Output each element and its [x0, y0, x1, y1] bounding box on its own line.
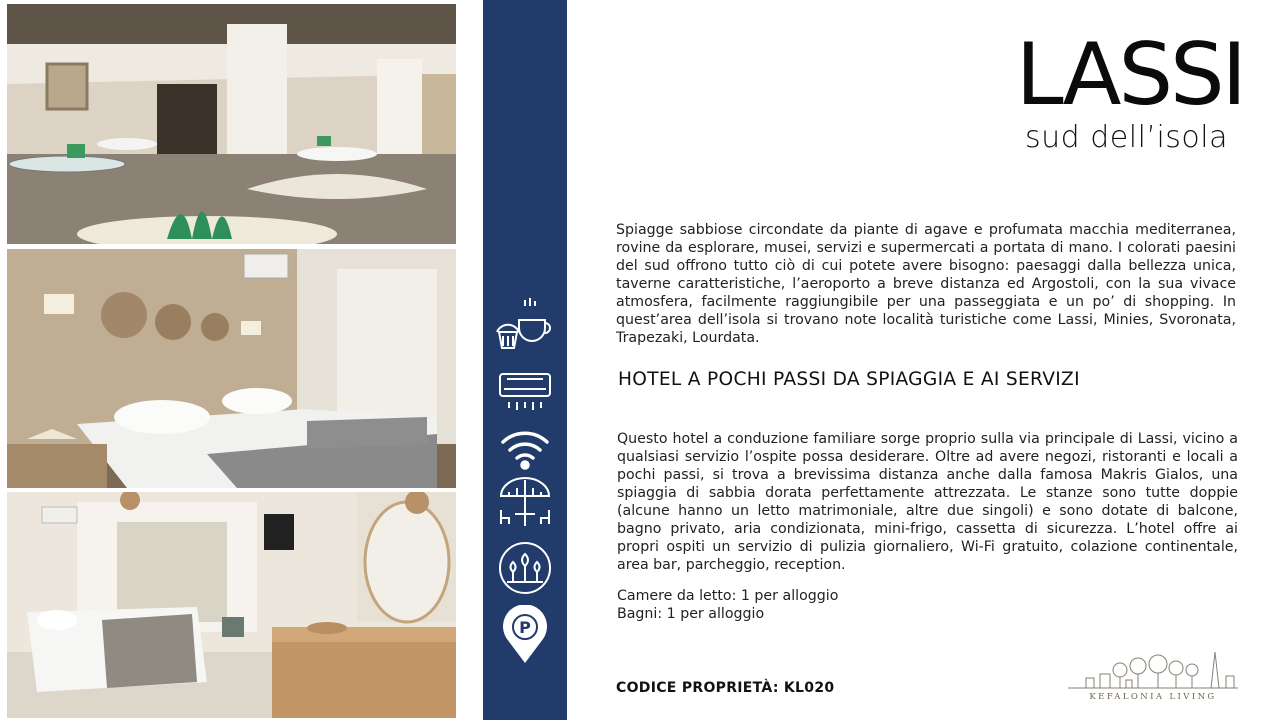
photo-hotel-lounge [7, 4, 456, 244]
logo-text: KEFALONIA LIVING [1089, 692, 1217, 702]
property-code: CODICE PROPRIETÀ: KL020 [616, 680, 835, 696]
fact-bedrooms: Camere da letto: 1 per alloggio [617, 588, 839, 604]
page-title: LASSI [1015, 25, 1244, 125]
air-conditioning-icon [495, 362, 555, 422]
svg-text:P: P [519, 618, 531, 637]
kefalonia-living-logo [1066, 650, 1240, 706]
page-subtitle: sud dell’isola [1025, 120, 1228, 155]
breakfast-icon [495, 296, 555, 356]
outdoor-dining-icon [495, 474, 555, 534]
parking-icon [495, 605, 555, 665]
property-facts [617, 587, 838, 623]
hotel-heading: HOTEL A POCHI PASSI DA SPIAGGIA E AI SERVIZI [618, 369, 1080, 390]
amenities-band [483, 0, 567, 720]
intro-paragraph: Spiagge sabbiose circondate da piante di agave e profumata macchia mediterranea, rovine da esplorare, musei, servizi e supermercati a portata di mano. I colorati paesini del sud offrono tutto ciò di cui potete avere bisogno: paesaggi dalla bellezza unica, taverne caratteristiche, l’aeroporto a breve distanza ed Argostoli, con la sua vivace atmosfera, facilmente raggiungibile per una passeggiata e un po’ di shopping. In quest’area dell’isola si trovano note località turistiche come Lassi, Minies, Svoronata, Trapezaki, Lourdata. [616, 222, 1236, 346]
photo-double-bedroom [7, 492, 456, 718]
wifi-icon [495, 420, 555, 480]
hotel-description: Questo hotel a conduzione familiare sorge proprio sulla via principale di Lassi, vicino a qualsiasi servizio l’ospite possa desiderare. Oltre ad avere negozi, ristoranti e locali a pochi passi, si trova a brevissima distanza anche dalla famosa Makris Gialos, una spiaggia di sabbia dorata perfettamente attrezzata. Le stanze sono tutte doppie (alcune hanno un letto matrimoniale, altre due singoli) e sono dotate di balcone, bagno privato, aria condizionata, mini-frigo, cassetta di sicurezza. L’hotel offre ai propri ospiti un servizio di pulizia giornaliero, Wi-Fi gratuito, colazione continentale, area bar, parcheggio, reception. [617, 431, 1238, 573]
fact-bathrooms: Bagni: 1 per alloggio [617, 606, 765, 622]
photo-twin-bedroom [7, 249, 456, 488]
garden-icon [495, 538, 555, 598]
